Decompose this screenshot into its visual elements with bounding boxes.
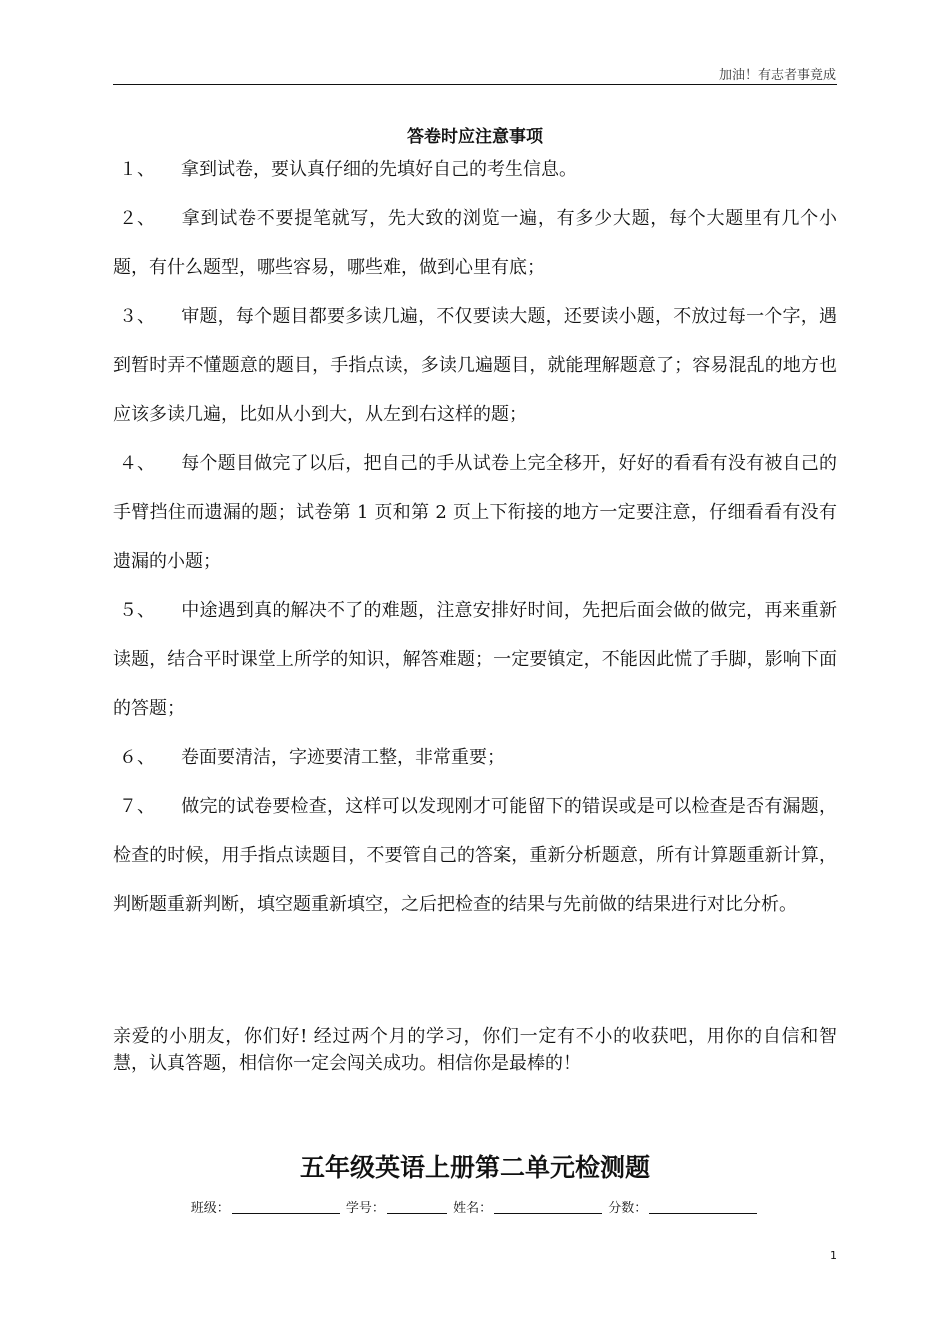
notice-number: ２、 (119, 208, 155, 229)
notice-text: 做完的试卷要检查，这样可以发现刚才可能留下的错误或是可以检查是否有漏题，检查的时候，用手指点读题目，不要管自己的答案，重新分析题意，所有计算题重新计算，判断题重新判断，填空题重新填空，之后把检查的结果与先前做的结果进行对比分析。 (113, 796, 837, 915)
notice-item-6 (113, 733, 837, 782)
notice-text: 拿到试卷，要认真仔细的先填好自己的考生信息。 (181, 159, 577, 180)
notice-item-2 (113, 194, 837, 292)
name-blank[interactable] (494, 1200, 602, 1214)
notice-number: ５、 (119, 600, 155, 621)
class-label: 班级： (190, 1201, 230, 1216)
greeting-paragraph: 亲爱的小朋友，你们好! 经过两个月的学习，你们一定有不小的收获吧，用你的自信和智慧，认真答题，相信你一定会闯关成功。相信你是最棒的！ (113, 1026, 837, 1074)
notice-item-4 (113, 439, 837, 586)
score-blank[interactable] (649, 1200, 757, 1214)
notice-item-3 (113, 292, 837, 439)
notice-title: 答卷时应注意事项 (407, 127, 543, 147)
student-id-label: 学号： (345, 1201, 385, 1216)
student-id-blank[interactable] (387, 1200, 447, 1214)
notice-text: 拿到试卷不要提笔就写，先大致的浏览一遍，有多少大题，每个大题里有几个小题，有什么题型，哪些容易，哪些难，做到心里有底； (113, 208, 837, 278)
notice-number: ６、 (119, 747, 155, 768)
notice-item-7 (113, 782, 837, 929)
notice-number: ７、 (119, 796, 155, 817)
notice-number: １、 (119, 159, 155, 180)
notice-text: 中途遇到真的解决不了的难题，注意安排好时间，先把后面会做的做完，再来重新读题，结合平时课堂上所学的知识，解答难题；一定要镇定，不能因此慌了手脚，影响下面的答题； (113, 600, 837, 719)
header-divider (113, 84, 837, 85)
notice-text: 每个题目做完了以后，把自己的手从试卷上完全移开，好好的看看有没有被自己的手臂挡住而遗漏的题；试卷第 1 页和第 2 页上下衔接的地方一定要注意，仔细看看有没有遗漏的小题； (113, 453, 837, 572)
name-label: 姓名： (453, 1201, 493, 1216)
student-info-row (0, 1197, 950, 1216)
notice-text: 卷面要清洁，字迹要清工整，非常重要； (181, 747, 505, 768)
score-label: 分数： (608, 1201, 648, 1216)
notice-number: ４、 (119, 453, 155, 474)
exam-title: 五年级英语上册第二单元检测题 (299, 1153, 650, 1182)
page-number: 1 (830, 1249, 837, 1262)
notice-text: 审题，每个题目都要多读几遍，不仅要读大题，还要读小题，不放过每一个字，遇到暂时弄不懂题意的题目，手指点读，多读几遍题目，就能理解题意了；容易混乱的地方也应该多读几遍，比如从小到大，从左到右这样的题； (113, 306, 837, 425)
notice-number: ３、 (119, 306, 155, 327)
header-motto: 加油！有志者事竟成 (718, 68, 836, 83)
notice-list (113, 145, 837, 929)
class-blank[interactable] (232, 1200, 340, 1214)
notice-item-1 (113, 145, 837, 194)
notice-item-5 (113, 586, 837, 733)
